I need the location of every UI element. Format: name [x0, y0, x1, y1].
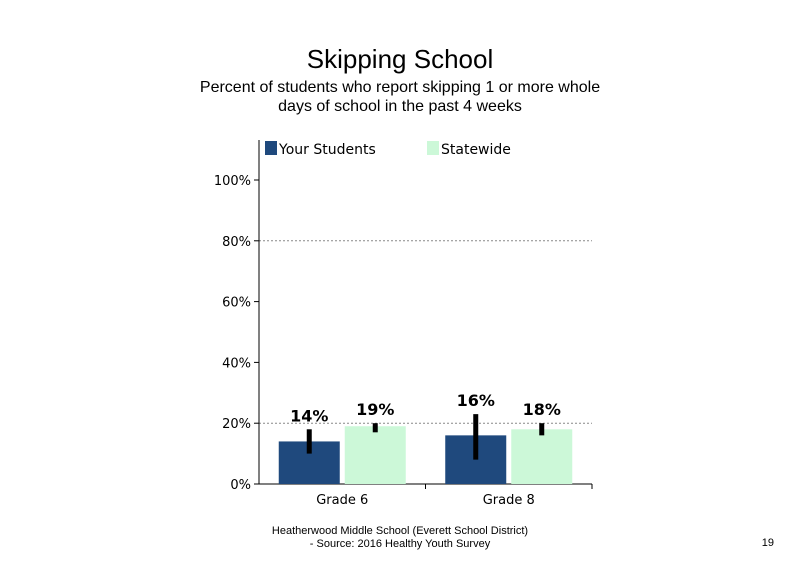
y-tick-label: 20% — [222, 417, 251, 433]
bar — [345, 426, 406, 484]
data-label: 19% — [356, 400, 395, 420]
footer-school-line: Heatherwood Middle School (Everett School District) — [271, 525, 529, 537]
data-label: 16% — [456, 391, 495, 411]
data-label: 14% — [290, 406, 329, 426]
footer-source-line: - Source: 2016 Healthy Youth Survey — [309, 538, 491, 550]
page-number: 19 — [761, 537, 774, 549]
x-tick-label: Grade 8 — [482, 493, 535, 508]
y-tick-label: 80% — [222, 234, 251, 250]
x-tick-label: Grade 6 — [316, 493, 369, 508]
legend-swatch — [265, 141, 277, 155]
legend-swatch — [427, 141, 439, 155]
legend-label: Your Students — [279, 142, 376, 158]
y-tick-label: 40% — [222, 356, 251, 372]
legend-label: Statewide — [441, 142, 511, 158]
chart-title: Skipping School — [306, 44, 494, 74]
bar — [511, 429, 572, 484]
y-tick-label: 100% — [213, 174, 251, 189]
y-tick-label: 60% — [222, 295, 251, 311]
chart-subtitle: Percent of students who report skipping 1 or more whole days of school in the past 4 weeks — [199, 79, 601, 115]
footer-source — [240, 525, 560, 551]
y-tick-label: 0% — [230, 478, 251, 493]
data-label: 18% — [522, 400, 561, 420]
